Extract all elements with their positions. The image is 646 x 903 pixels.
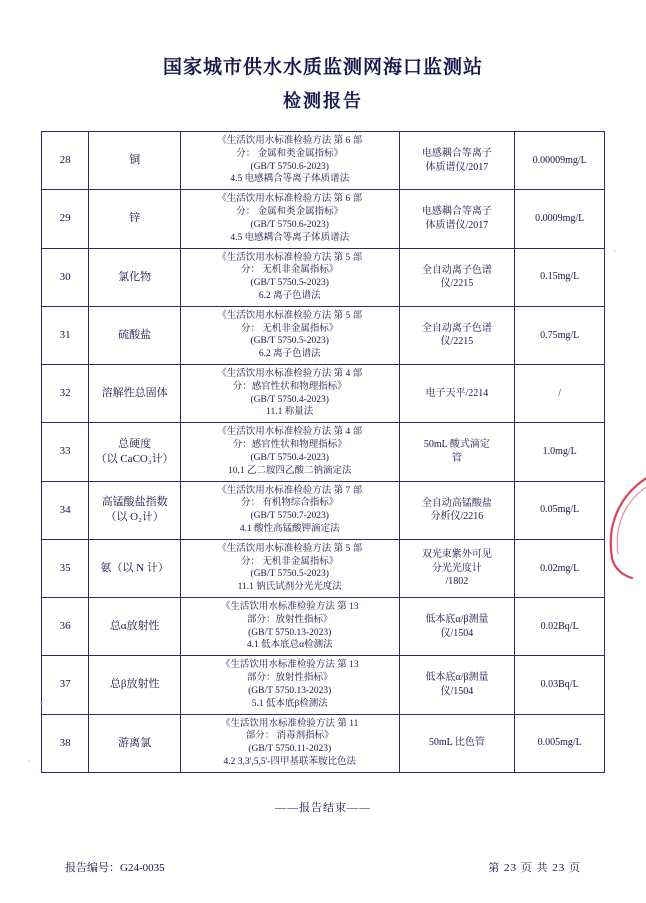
cell-detection-limit: 0.03Bq/L [515, 656, 605, 714]
cell-method: 《生活饮用水标准检验方法 第 13 部分：放射性指标》 (GB/T 5750.13-2023) 5.1 低本底β检测法 [180, 656, 399, 714]
table-row [42, 656, 605, 714]
cell-item-name: 总α放射性 [89, 598, 181, 656]
table-row [42, 365, 605, 423]
table-row [42, 598, 605, 656]
cell-index: 35 [42, 539, 89, 597]
cell-method: 《生活饮用水标准检验方法 第 5 部 分： 无机非金属指标》 (GB/T 5750.5-2023) 11.1 钠氏试剂分光光度法 [180, 539, 399, 597]
table-row [42, 481, 605, 539]
table-row [42, 248, 605, 306]
cell-index: 30 [42, 248, 89, 306]
cell-method: 《生活饮用水标准检验方法 第 4 部 分：感官性状和物理指标》 (GB/T 5750.4-2023) 11.1 称量法 [180, 365, 399, 423]
cell-detection-limit: 0.00009mg/L [515, 132, 605, 190]
cell-index: 33 [42, 423, 89, 481]
cell-item-name: 氨（以 N 计） [89, 539, 181, 597]
results-table-body [42, 132, 605, 773]
report-number: 报告编号：G24-0035 [65, 862, 165, 874]
cell-detection-limit: 0.005mg/L [515, 714, 605, 772]
cell-index: 37 [42, 656, 89, 714]
page-footer [0, 859, 646, 875]
cell-instrument: 双光束紫外可见 分光光度计 /1802 [399, 539, 515, 597]
end-of-report-mark: ——报告结束—— [275, 801, 371, 814]
table-row [42, 132, 605, 190]
cell-method: 《生活饮用水标准检验方法 第 6 部 分： 金属和类金属指标》 (GB/T 5750.6-2023) 4.5 电感耦合等离子体质谱法 [180, 190, 399, 248]
organization-title: 国家城市供水水质监测网海口监测站 [162, 57, 483, 78]
cell-item-name: 高锰酸盐指数 （以 O₂计） [89, 481, 181, 539]
cell-item-name: 氯化物 [89, 248, 181, 306]
cell-instrument: 全自动离子色谱 仪/2215 [399, 248, 515, 306]
results-table [41, 131, 605, 773]
cell-detection-limit: 0.75mg/L [515, 306, 605, 364]
cell-method: 《生活饮用水标准检验方法 第 6 部 分： 金属和类金属指标》 (GB/T 5750.6-2023) 4.5 电感耦合等离子体质谱法 [180, 132, 399, 190]
cell-item-name: 游离氯 [89, 714, 181, 772]
cell-index: 32 [42, 365, 89, 423]
cell-instrument: 50mL 比色管 [399, 714, 515, 772]
table-row [42, 306, 605, 364]
table-row [42, 423, 605, 481]
cell-detection-limit: / [515, 365, 605, 423]
cell-detection-limit: 0.05mg/L [515, 481, 605, 539]
cell-instrument: 低本底α/β测量 仪/1504 [399, 656, 515, 714]
cell-item-name: 总硬度 （以 CaCO₃计） [89, 423, 181, 481]
cell-index: 36 [42, 598, 89, 656]
cell-method: 《生活饮用水标准检验方法 第 11 部分： 消毒剂指标》 (GB/T 5750.11-2023) 4.2 3,3',5,5'-四甲基联苯胺比色法 [180, 714, 399, 772]
cell-index: 28 [42, 132, 89, 190]
cell-instrument: 全自动高锰酸盐 分析仪/2216 [399, 481, 515, 539]
cell-index: 34 [42, 481, 89, 539]
cell-method: 《生活饮用水标准检验方法 第 4 部 分：感官性状和物理指标》 (GB/T 5750.4-2023) 10.1 乙二胺四乙酸二钠滴定法 [180, 423, 399, 481]
cell-instrument: 全自动离子色谱 仪/2215 [399, 306, 515, 364]
cell-instrument: 电子天平/2214 [399, 365, 515, 423]
cell-instrument: 低本底α/β测量 仪/1504 [399, 598, 515, 656]
cell-detection-limit: 0.02mg/L [515, 539, 605, 597]
cell-item-name: 铜 [89, 132, 181, 190]
cell-detection-limit: 0.15mg/L [515, 248, 605, 306]
cell-detection-limit: 0.0009mg/L [515, 190, 605, 248]
cell-item-name: 硫酸盐 [89, 306, 181, 364]
page-title: 检测报告 [283, 91, 363, 111]
page-number: 第 23 页 共 23 页 [488, 862, 581, 874]
cell-instrument: 电感耦合等离子 体质谱仪/2017 [399, 190, 515, 248]
cell-instrument: 50mL 酸式滴定 管 [399, 423, 515, 481]
cell-item-name: 总β放射性 [89, 656, 181, 714]
cell-method: 《生活饮用水标准检验方法 第 7 部 分： 有机物综合指标》 (GB/T 5750.7-2023) 4.1 酸性高锰酸钾滴定法 [180, 481, 399, 539]
cell-detection-limit: 1.0mg/L [515, 423, 605, 481]
cell-index: 31 [42, 306, 89, 364]
cell-item-name: 溶解性总固体 [89, 365, 181, 423]
cell-method: 《生活饮用水标准检验方法 第 5 部 分： 无机非金属指标》 (GB/T 5750.5-2023) 6.2 离子色谱法 [180, 248, 399, 306]
cell-method: 《生活饮用水标准检验方法 第 5 部 分： 无机非金属指标》 (GB/T 5750.5-2023) 6.2 离子色谱法 [180, 306, 399, 364]
cell-index: 29 [42, 190, 89, 248]
document-header [0, 0, 646, 113]
cell-index: 38 [42, 714, 89, 772]
cell-item-name: 锌 [89, 190, 181, 248]
table-row [42, 190, 605, 248]
table-row [42, 539, 605, 597]
cell-instrument: 电感耦合等离子 体质谱仪/2017 [399, 132, 515, 190]
cell-detection-limit: 0.02Bq/L [515, 598, 605, 656]
table-row [42, 714, 605, 772]
cell-method: 《生活饮用水标准检验方法 第 13 部分：放射性指标》 (GB/T 5750.13-2023) 4.1 低本底总α检测法 [180, 598, 399, 656]
